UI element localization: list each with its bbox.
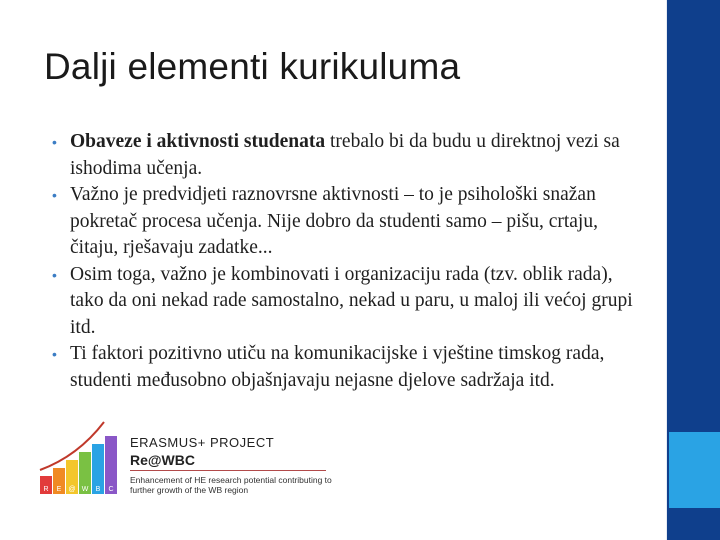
bullet-bold-text: Obaveze i aktivnosti studenata	[70, 131, 326, 152]
bullet-item	[52, 182, 642, 262]
bullet-text: Ti faktori pozitivno utiču na komunikacijske i vještine timskog rada, studenti međusobno objašnjavaju nejasne djelove sadržaja itd.	[70, 343, 605, 391]
logo-bar-letter: @	[68, 486, 76, 493]
accent-stripe	[666, 0, 667, 540]
logo-tagline: Enhancement of HE research potential contributing to further growth of the WB region	[130, 475, 332, 495]
bullet-icon: •	[52, 266, 57, 283]
bullet-item	[52, 341, 642, 394]
logo-bar-letter: E	[56, 486, 62, 493]
logo-bar-letter: W	[81, 486, 89, 493]
bullet-text: Važno je predvidjeti raznovrsne aktivnosti – to je psihološki snažan pokretač procesa učenja. Nije dobro da studenti samo – pišu, crtaju, čitaju, rješavaju zadatke...	[70, 184, 598, 258]
right-accent-bar	[666, 0, 720, 540]
logo-bars-graphic	[38, 420, 130, 500]
logo-project-name: Re@WBC	[130, 452, 195, 468]
bullet-item	[52, 262, 642, 342]
bullet-list	[52, 129, 642, 394]
logo-bar-letter: R	[43, 486, 49, 493]
logo-project-label: ERASMUS+ PROJECT	[130, 435, 275, 450]
bullet-text: Osim toga, važno je kombinovati i organizaciju rada (tzv. oblik rada), tako da oni nekad rade samostalno, nekad u paru, u maloj ili većoj grupi itd.	[70, 263, 633, 338]
bullet-icon: •	[52, 346, 57, 362]
logo-bar-letter: B	[95, 486, 101, 493]
bullet-icon: •	[52, 134, 57, 150]
slide-title: Dalji elementi kurikuluma	[44, 46, 461, 87]
bullet-text: trebalo bi da budu u direktnoj vezi sa ishodima učenja.	[70, 131, 620, 179]
logo-divider	[130, 470, 326, 471]
erasmus-project-logo	[38, 420, 338, 500]
bullet-item	[52, 129, 642, 182]
accent-block	[669, 432, 720, 508]
logo-bar-letter: C	[108, 486, 114, 493]
bullet-icon: •	[52, 187, 57, 203]
